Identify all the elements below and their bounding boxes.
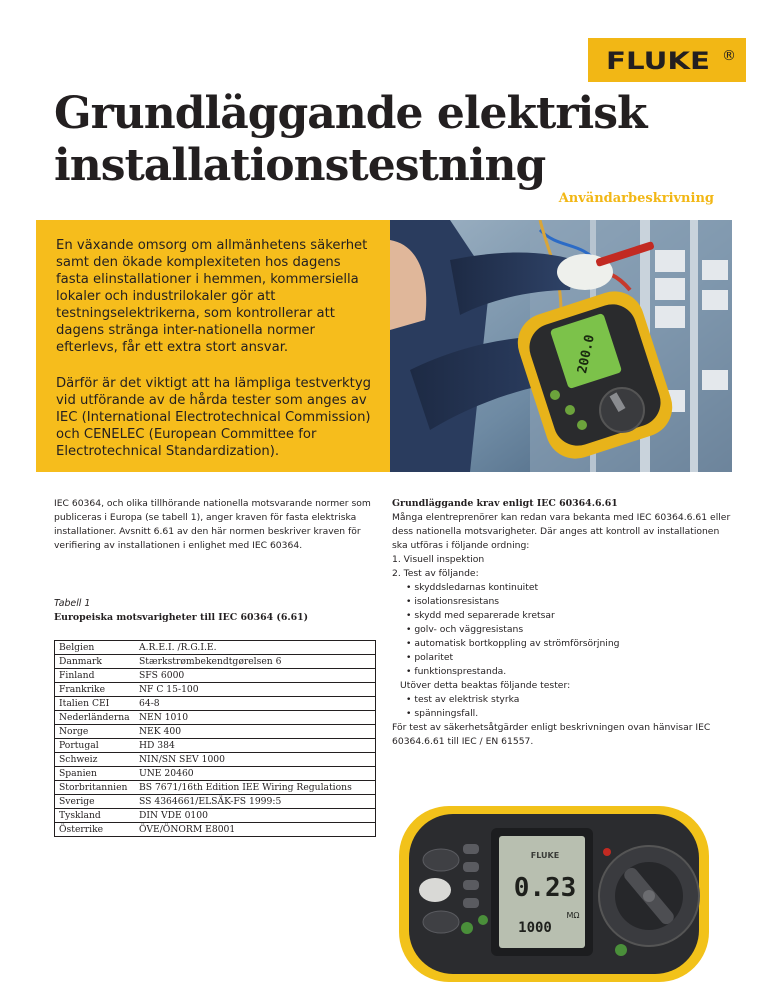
country-cell: Schweiz <box>55 753 136 767</box>
table-row <box>55 809 376 823</box>
standard-cell: NF C 15-100 <box>135 683 376 697</box>
standard-cell: 64-8 <box>135 697 376 711</box>
closing-paragraph: För test av säkerhetsåtgärder enligt beskrivningen ovan hänvisar IEC 60364.6.61 till IEC / EN 61557. <box>392 722 711 747</box>
step-1: 1. Visuell inspektion <box>392 554 485 565</box>
standard-cell: NIN/SN SEV 1000 <box>135 753 376 767</box>
standard-cell: SS 4364661/ELSÄK-FS 1999:5 <box>135 795 376 809</box>
test-item: • polaritet <box>406 652 454 663</box>
country-cell: Italien CEI <box>55 697 136 711</box>
country-cell: Danmark <box>55 655 136 669</box>
table-row <box>55 655 376 669</box>
country-cell: Tyskland <box>55 809 136 823</box>
table-title: Europeiska motsvarigheter till IEC 60364 (6.61) <box>54 612 309 623</box>
technician-testing-photo <box>390 220 732 472</box>
table-row <box>55 725 376 739</box>
table-caption <box>54 597 308 625</box>
step-2: 2. Test av följande: <box>392 568 479 579</box>
photo-meter-reading: 200.0 <box>575 333 598 375</box>
page-title <box>54 88 694 192</box>
country-cell: Spanien <box>55 767 136 781</box>
standard-cell: NEN 1010 <box>135 711 376 725</box>
country-cell: Finland <box>55 669 136 683</box>
standard-cell: SFS 6000 <box>135 669 376 683</box>
norms-table <box>54 640 376 837</box>
test-item: • funktionsprestanda. <box>406 666 507 677</box>
intro-paragraph-2: Därför är det viktigt att ha lämpliga testverktyg vid utförande av de hårda tester som anges av IEC (International Electrotechnical Commission) och CENELEC (European Committee for Electrotechnical Standardization). <box>56 376 372 459</box>
country-cell: Portugal <box>55 739 136 753</box>
table-row <box>55 641 376 655</box>
fluke-logo <box>588 38 746 82</box>
table-number: Tabell 1 <box>54 598 91 609</box>
country-cell: Norge <box>55 725 136 739</box>
table-row <box>55 823 376 837</box>
table-row <box>55 739 376 753</box>
table-row <box>55 781 376 795</box>
registered-mark: ® <box>722 48 736 64</box>
standard-cell: HD 384 <box>135 739 376 753</box>
left-intro-paragraph: IEC 60364, och olika tillhörande nationella motsvarande normer som publiceras i Europa (se tabell 1), anger kraven för fasta elektriska installationer. Avsnitt 6.61 av den här normen beskriver kraven för verifiering av installationen i enlighet med IEC 60364. <box>54 498 371 551</box>
country-cell: Sverige <box>55 795 136 809</box>
device-unit-label: MΩ <box>566 911 580 920</box>
country-cell: Nederländerna <box>55 711 136 725</box>
intro-paragraph-1: En växande omsorg om allmänhetens säkerhet samt den ökade komplexiteten hos dagens fasta elinstallationer i hemmen, kommersiella lokaler och industrilokaler gör att testningselektrikerna, som kontrollerar att dagens stränga inter-nationella normer efterlevs, får ett extra stort ansvar. <box>56 238 368 355</box>
standard-cell: A.R.E.I. /R.G.I.E. <box>135 641 376 655</box>
intro-box <box>36 220 390 472</box>
table-row <box>55 767 376 781</box>
standard-cell: NEK 400 <box>135 725 376 739</box>
table-row <box>55 683 376 697</box>
additional-test-item: • test av elektrisk styrka <box>406 694 520 705</box>
country-cell: Storbritannien <box>55 781 136 795</box>
left-column <box>54 497 376 553</box>
test-item: • skydd med separerade kretsar <box>406 610 555 621</box>
device-main-reading: 0.23 <box>513 873 577 903</box>
country-cell: Belgien <box>55 641 136 655</box>
additional-tests-intro: Utöver detta beaktas följande tester: <box>400 680 571 691</box>
table-row <box>55 795 376 809</box>
table-row <box>55 669 376 683</box>
country-cell: Österrike <box>55 823 136 837</box>
device-brand-label: FLUKE <box>530 851 560 860</box>
test-item: • golv- och väggresistans <box>406 624 524 635</box>
standard-cell: BS 7671/16th Edition IEE Wiring Regulations <box>135 781 376 795</box>
fluke-wordmark <box>604 44 712 76</box>
test-item: • skyddsledarnas kontinuitet <box>406 582 539 593</box>
standard-cell: Stærkstrømbekendtgørelsen 6 <box>135 655 376 669</box>
page-subtitle: Användarbeskrivning <box>558 191 714 206</box>
additional-test-item: • spänningsfall. <box>406 708 479 719</box>
standard-cell: UNE 20460 <box>135 767 376 781</box>
table-row <box>55 711 376 725</box>
test-item: • automatisk bortkoppling av strömförsörjning <box>406 638 620 649</box>
country-cell: Frankrike <box>55 683 136 697</box>
device-secondary-reading: 1000 <box>518 920 552 936</box>
test-item: • isolationsresistans <box>406 596 500 607</box>
fluke-wordmark-text: FLUKE <box>606 47 710 75</box>
page-title-line-1: Grundläggande elektrisk <box>54 88 647 139</box>
table-row <box>55 753 376 767</box>
page-title-line-2: installationstestning <box>54 140 546 191</box>
standard-cell: ÖVE/ÖNORM E8001 <box>135 823 376 837</box>
standard-cell: DIN VDE 0100 <box>135 809 376 823</box>
fluke-installation-tester-image <box>395 800 713 986</box>
right-heading: Grundläggande krav enligt IEC 60364.6.61 <box>392 498 618 509</box>
table-row <box>55 697 376 711</box>
right-intro-paragraph: Många elentreprenörer kan redan vara bekanta med IEC 60364.6.61 eller dess nationella motsvarigheter. Där anges att kontroll av installationen ska utföras i följande ordning: <box>392 512 731 551</box>
right-column <box>392 497 732 749</box>
